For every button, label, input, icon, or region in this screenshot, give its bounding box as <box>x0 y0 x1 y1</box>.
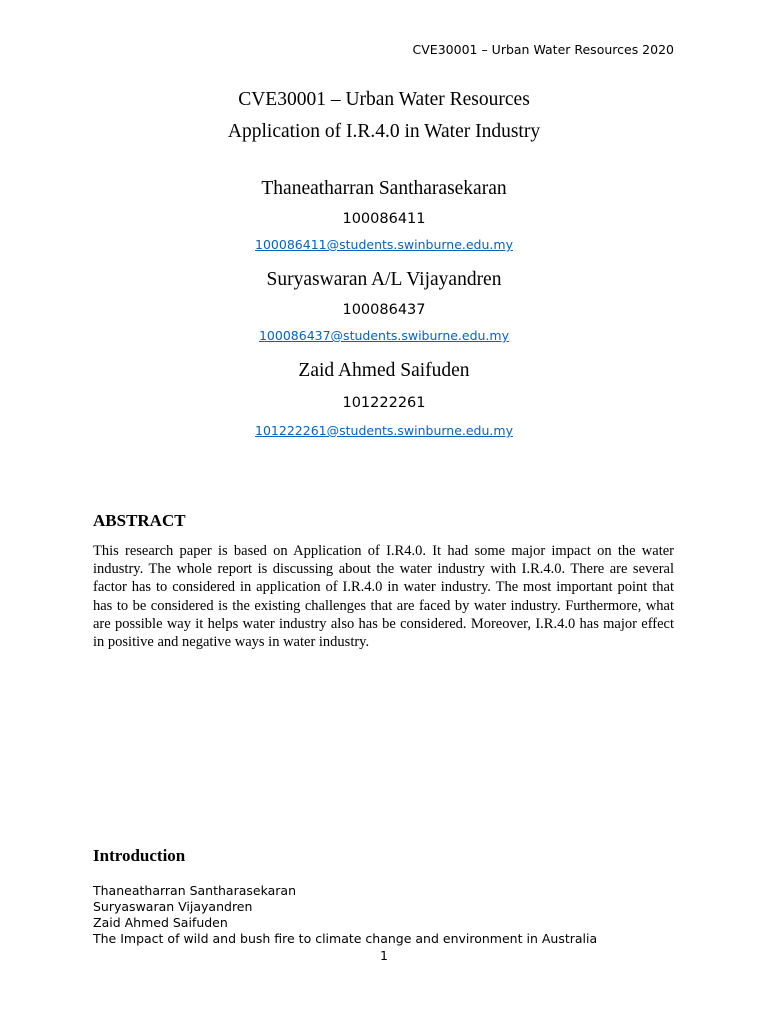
running-header: CVE30001 – Urban Water Resources 2020 <box>412 42 674 57</box>
abstract-body: This research paper is based on Application of I.R4.0. It had some major impact on the water industry. The whole report is discussing about the water industry with I.R.4.0. There are several factor has to considered in application of I.R.4.0 in water industry. The most important point that has to be considered is the existing challenges that are faced by water industry. Furthermore, what are possible way it helps water industry also has be considered. Moreover, I.R.4.0 has major effect in positive and negative ways in water industry. <box>93 543 674 651</box>
author-id: 101222261 <box>342 395 426 411</box>
paper-title: Application of I.R.4.0 in Water Industry <box>227 121 541 142</box>
author-email-link[interactable]: 100086411@students.swinburne.edu.my <box>255 237 513 252</box>
footer-block <box>93 883 597 947</box>
page-number: 1 <box>380 948 388 963</box>
author-block-2 <box>0 268 768 344</box>
author-block-3 <box>0 359 768 439</box>
author-name: Suryaswaran A/L Vijayandren <box>266 269 502 290</box>
author-email-link[interactable]: 101222261@students.swinburne.edu.my <box>255 423 513 438</box>
course-title: CVE30001 – Urban Water Resources <box>238 89 530 110</box>
author-email-link[interactable]: 100086437@students.swiburne.edu.my <box>258 328 509 343</box>
introduction-heading: Introduction <box>93 846 186 865</box>
footer-line: Suryaswaran Vijayandren <box>93 899 253 914</box>
author-id: 100086411 <box>342 211 426 227</box>
author-block-1 <box>0 177 768 253</box>
footer-line: The Impact of wild and bush fire to climate change and environment in Australia <box>93 931 598 946</box>
title-block <box>0 84 768 148</box>
author-name: Thaneatharran Santharasekaran <box>261 178 507 199</box>
footer-line: Zaid Ahmed Saifuden <box>93 915 228 930</box>
author-id: 100086437 <box>342 302 426 318</box>
footer-line: Thaneatharran Santharasekaran <box>93 883 296 898</box>
author-name: Zaid Ahmed Saifuden <box>298 360 470 381</box>
abstract-heading: ABSTRACT <box>93 511 186 530</box>
